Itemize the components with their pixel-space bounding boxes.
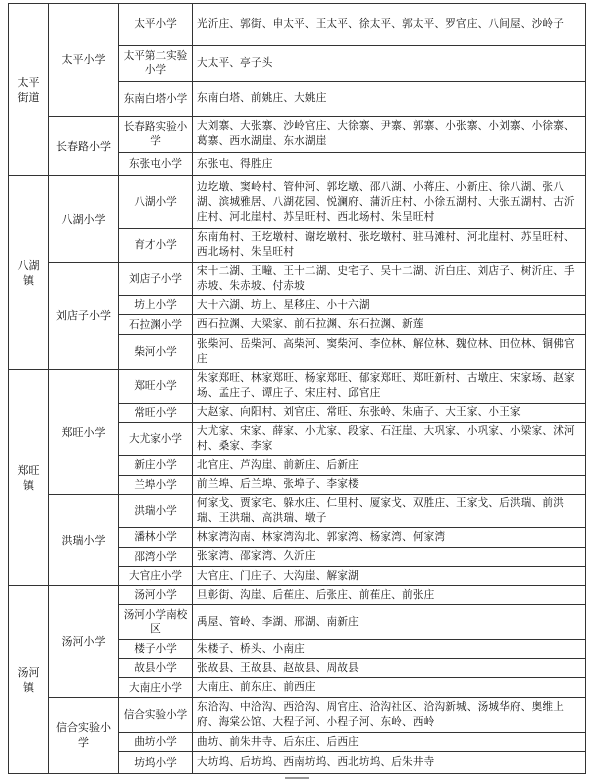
villages-cell: 旦彰街、沟崖、后萑庄、后张庄、前萑庄、前张庄 bbox=[193, 586, 586, 605]
school-cell: 八湖小学 bbox=[119, 176, 193, 229]
villages-cell: 大十六湖、坊上、星移庄、小十六湖 bbox=[193, 296, 586, 315]
villages-cell: 大尤家、宋家、薛家、小尤家、段家、石汪崖、大巩家、小巩家、小梁家、沭河村、桑家、李家 bbox=[193, 422, 586, 455]
page-bottom-divider bbox=[285, 777, 309, 779]
villages-cell: 朱家郑旺、林家郑旺、杨家郑旺、郁家郑旺、郑旺新村、古墩庄、宋家场、赵家场、孟庄子、谭庄子、宋庄村、邱官庄 bbox=[193, 370, 586, 403]
school-cell: 柴河小学 bbox=[119, 334, 193, 370]
town-cell: 八湖镇 bbox=[9, 176, 49, 370]
cluster-cell: 刘店子小学 bbox=[49, 262, 119, 370]
town-cell: 太平街道 bbox=[9, 4, 49, 176]
school-cell: 潘林小学 bbox=[119, 528, 193, 547]
table-row bbox=[9, 697, 586, 733]
villages-cell: 朱楼子、桥头、小南庄 bbox=[193, 639, 586, 658]
table-row bbox=[9, 262, 586, 295]
school-cell: 汤河小学 bbox=[119, 586, 193, 605]
school-cell: 长春路实验小学 bbox=[119, 116, 193, 153]
school-cell: 太平第二实验小学 bbox=[119, 45, 193, 82]
cluster-cell: 太平小学 bbox=[49, 4, 119, 117]
school-cell: 汤河小学南校区 bbox=[119, 605, 193, 639]
villages-cell: 前兰埠、后兰埠、张埠子、李家楼 bbox=[193, 475, 586, 494]
villages-cell: 东南角村、王圪墩村、谢圪墩村、张圪墩村、驻马滩村、河北崖村、苏呈旺村、西北场村、朱呈旺村 bbox=[193, 229, 586, 262]
villages-cell: 张故县、王故县、赵故县、周故县 bbox=[193, 659, 586, 678]
school-cell: 曲坊小学 bbox=[119, 733, 193, 752]
villages-cell: 张家湾、邵家湾、久沂庄 bbox=[193, 547, 586, 566]
cluster-cell: 八湖小学 bbox=[49, 176, 119, 262]
school-cell: 故县小学 bbox=[119, 659, 193, 678]
villages-cell: 大太平、亭子头 bbox=[193, 45, 586, 82]
school-cell: 信合实验小学 bbox=[119, 697, 193, 733]
school-cell: 育才小学 bbox=[119, 229, 193, 262]
school-cell: 坊坞小学 bbox=[119, 752, 193, 774]
villages-cell: 东张屯、得胜庄 bbox=[193, 153, 586, 176]
cluster-cell: 信合实验小学 bbox=[49, 697, 119, 773]
villages-cell: 宋十二湖、王疃、王十二湖、史宅子、吴十二湖、沂白庄、刘店子、树沂庄、手赤坡、朱赤坡、付赤坡 bbox=[193, 262, 586, 295]
cluster-cell: 汤河小学 bbox=[49, 586, 119, 698]
villages-cell: 大坊坞、后坊坞、西南坊坞、西北坊坞、后朱井寺 bbox=[193, 752, 586, 774]
school-cell: 石拉渊小学 bbox=[119, 315, 193, 334]
villages-cell: 东南白塔、前姚庄、大姚庄 bbox=[193, 82, 586, 116]
table-row bbox=[9, 586, 586, 605]
villages-cell: 北官庄、芦沟崖、前新庄、后新庄 bbox=[193, 456, 586, 475]
school-cell: 大官庄小学 bbox=[119, 566, 193, 585]
school-district-table bbox=[8, 3, 586, 774]
school-cell: 新庄小学 bbox=[119, 456, 193, 475]
school-cell: 郑旺小学 bbox=[119, 370, 193, 403]
town-cell: 汤河镇 bbox=[9, 586, 49, 774]
school-cell: 刘店子小学 bbox=[119, 262, 193, 295]
school-cell: 东张屯小学 bbox=[119, 153, 193, 176]
table-row bbox=[9, 116, 586, 153]
cluster-cell: 长春路小学 bbox=[49, 116, 119, 176]
villages-cell: 林家湾沟南、林家湾沟北、郭家湾、杨家湾、何家湾 bbox=[193, 528, 586, 547]
villages-cell: 何家戈、贾家宅、躲水庄、仁里村、厦家戈、双胜庄、王家戈、后洪瑞、前洪瑞、王洪瑞、高洪瑞、墩子 bbox=[193, 494, 586, 527]
villages-cell: 边圪墩、窦岭村、管仲河、郭圪墩、邵八湖、小蒋庄、小新庄、徐八湖、张八湖、滨城雅居、八湖花园、悦澜府、蒲沂庄村、小徐五湖村、大张五湖村、古沂庄村、河北崖村、苏呈旺村、西北场村、朱呈旺村 bbox=[193, 176, 586, 229]
school-cell: 楼子小学 bbox=[119, 639, 193, 658]
school-cell: 邵湾小学 bbox=[119, 547, 193, 566]
villages-cell: 大官庄、门庄子、大沟崖、解家湖 bbox=[193, 566, 586, 585]
villages-cell: 张柴河、岳柴河、高柴河、窦柴河、李位林、解位林、魏位林、田位林、铜佛官庄 bbox=[193, 334, 586, 370]
villages-cell: 大南庄、前东庄、前西庄 bbox=[193, 678, 586, 697]
villages-cell: 光沂庄、郭街、申太平、王太平、徐太平、郭太平、罗官庄、八间屋、沙岭子 bbox=[193, 4, 586, 46]
cluster-cell: 洪瑞小学 bbox=[49, 494, 119, 585]
villages-cell: 西石拉渊、大梁家、前石拉渊、东石拉渊、新莲 bbox=[193, 315, 586, 334]
table-row bbox=[9, 494, 586, 527]
town-cell: 郑旺镇 bbox=[9, 370, 49, 586]
school-cell: 东南白塔小学 bbox=[119, 82, 193, 116]
cluster-cell: 郑旺小学 bbox=[49, 370, 119, 495]
table-row bbox=[9, 370, 586, 403]
table-row bbox=[9, 176, 586, 229]
school-cell: 大南庄小学 bbox=[119, 678, 193, 697]
school-cell: 大尤家小学 bbox=[119, 422, 193, 455]
villages-cell: 曲坊、前朱井寺、后东庄、后西庄 bbox=[193, 733, 586, 752]
school-cell: 太平小学 bbox=[119, 4, 193, 46]
school-district-table-sheet bbox=[8, 3, 585, 774]
school-cell: 洪瑞小学 bbox=[119, 494, 193, 527]
school-cell: 常旺小学 bbox=[119, 403, 193, 422]
villages-cell: 大赵家、向阳村、刘官庄、常旺、东张岭、朱庙子、大王家、小王家 bbox=[193, 403, 586, 422]
school-cell: 兰埠小学 bbox=[119, 475, 193, 494]
villages-cell: 大刘寨、大张寨、沙岭官庄、大徐寨、尹寨、郭寨、小张寨、小刘寨、小徐寨、葛寨、西水湖崖、东水湖崖 bbox=[193, 116, 586, 153]
table-row bbox=[9, 4, 586, 46]
school-cell: 坊上小学 bbox=[119, 296, 193, 315]
villages-cell: 东洽沟、中洽沟、西洽沟、周官庄、洽沟社区、洽沟新城、汤城华府、奥维上府、海棠公馆、大程子河、小程子河、东岭、西岭 bbox=[193, 697, 586, 733]
villages-cell: 禹屋、管岭、李湖、邢湖、南新庄 bbox=[193, 605, 586, 639]
